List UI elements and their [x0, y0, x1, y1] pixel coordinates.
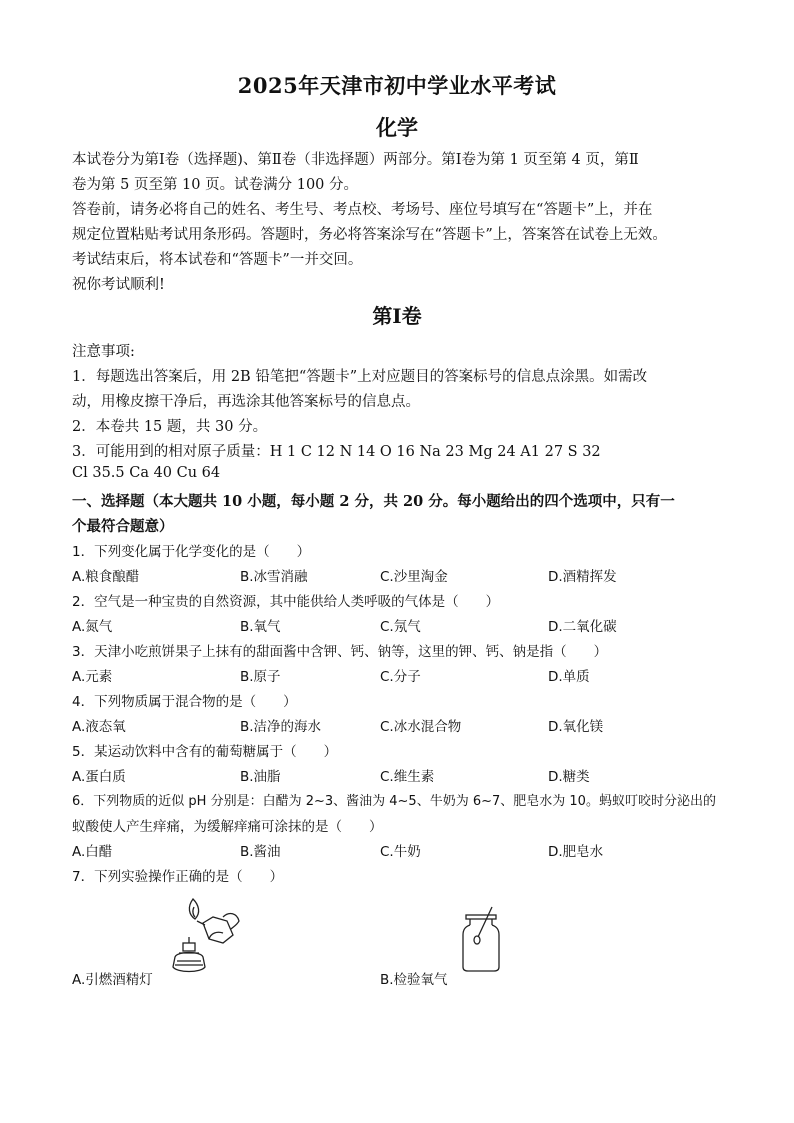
- notes-heading: 注意事项:: [72, 344, 135, 360]
- option-b[interactable]: B.原子: [240, 669, 281, 685]
- question-stem: 1．下列变化属于化学变化的是（ ）: [72, 544, 311, 560]
- oxygen-test-bottle-icon: [458, 905, 508, 975]
- option-c[interactable]: C.冰水混合物: [380, 719, 462, 735]
- intro-line: 卷为第 5 页至第 10 页。试卷满分 100 分。: [72, 177, 359, 193]
- option-c[interactable]: C.维生素: [380, 769, 435, 785]
- question-stem: 5．某运动饮料中含有的葡萄糖属于（ ）: [72, 744, 338, 760]
- section-title: 第Ⅰ卷: [372, 304, 422, 328]
- question-stem: 3．天津小吃煎饼果子上抹有的甜面酱中含钾、钙、钠等，这里的钾、钙、钠是指（ ）: [72, 644, 608, 660]
- question-stem: 7．下列实验操作正确的是（ ）: [72, 869, 284, 885]
- option-d[interactable]: D.糖类: [548, 769, 590, 785]
- question-stem: 6．下列物质的近似 pH 分别是：白醋为 2~3、酱油为 4~5、牛奶为 6~7、肥皂水为 10。蚂蚁叮咬时分泌出的: [72, 794, 716, 809]
- alcohol-lamp-lighting-icon: [165, 893, 245, 978]
- option-a[interactable]: A.液态氧: [72, 719, 126, 735]
- note-line: Cl 35.5 Ca 40 Cu 64: [72, 465, 221, 481]
- option-b[interactable]: B.冰雪消融: [240, 569, 308, 585]
- option-d[interactable]: D.氧化镁: [548, 719, 604, 735]
- intro-line: 祝你考试顺利!: [72, 277, 165, 293]
- question-stem-cont: 蚁酸使人产生痒痛，为缓解痒痛可涂抹的是（ ）: [72, 819, 383, 835]
- option-b[interactable]: B.氧气: [240, 619, 281, 635]
- option-d[interactable]: D.酒精挥发: [548, 569, 617, 585]
- note-line: 2．本卷共 15 题，共 30 分。: [72, 419, 268, 435]
- option-a[interactable]: A.元素: [72, 669, 113, 685]
- option-c[interactable]: C.牛奶: [380, 844, 421, 860]
- intro-line: 本试卷分为第Ⅰ卷（选择题)、第Ⅱ卷（非选择题）两部分。第Ⅰ卷为第 1 页至第 4 页，第Ⅱ: [72, 152, 639, 168]
- option-d[interactable]: D.肥皂水: [548, 844, 604, 860]
- option-a[interactable]: A.氮气: [72, 619, 113, 635]
- option-a[interactable]: A.白醋: [72, 844, 113, 860]
- note-line: 3．可能用到的相对原子质量：H 1 C 12 N 14 O 16 Na 23 Mg 24 A1 27 S 32: [72, 444, 601, 460]
- option-c[interactable]: C.沙里淘金: [380, 569, 448, 585]
- note-line: 动，用橡皮擦干净后，再选涂其他答案标号的信息点。: [72, 394, 420, 410]
- option-b[interactable]: B.洁净的海水: [240, 719, 322, 735]
- option-a[interactable]: A.引燃酒精灯: [72, 972, 153, 988]
- option-c[interactable]: C.分子: [380, 669, 421, 685]
- exam-title: 2025年天津市初中学业水平考试: [237, 73, 557, 98]
- option-b[interactable]: B.油脂: [240, 769, 281, 785]
- option-a[interactable]: A.粮食酿醋: [72, 569, 140, 585]
- intro-line: 规定位置粘贴考试用条形码。答题时，务必将答案涂写在“答题卡”上，答案答在试卷上无效。: [72, 227, 667, 243]
- note-line: 1．每题选出答案后，用 2B 铅笔把“答题卡”上对应题目的答案标号的信息点涂黑。如需改: [72, 369, 648, 385]
- intro-line: 答卷前，请务必将自己的姓名、考生号、考点校、考场号、座位号填写在“答题卡”上，并在: [72, 202, 653, 218]
- subject-title: 化学: [376, 115, 418, 140]
- part-heading: 一、选择题（本大题共 10 小题，每小题 2 分，共 20 分。每小题给出的四个选项中，只有一: [72, 493, 675, 510]
- question-stem: 2．空气是一种宝贵的自然资源，其中能供给人类呼吸的气体是（ ）: [72, 594, 500, 610]
- question-stem: 4．下列物质属于混合物的是（ ）: [72, 694, 297, 710]
- option-b[interactable]: B.检验氧气: [380, 972, 448, 988]
- option-b[interactable]: B.酱油: [240, 844, 281, 860]
- option-c[interactable]: C.氖气: [380, 619, 421, 635]
- intro-line: 考试结束后，将本试卷和“答题卡”一并交回。: [72, 252, 363, 268]
- option-d[interactable]: D.单质: [548, 669, 590, 685]
- option-d[interactable]: D.二氧化碳: [548, 619, 617, 635]
- part-heading: 个最符合题意）: [72, 518, 174, 535]
- option-a[interactable]: A.蛋白质: [72, 769, 126, 785]
